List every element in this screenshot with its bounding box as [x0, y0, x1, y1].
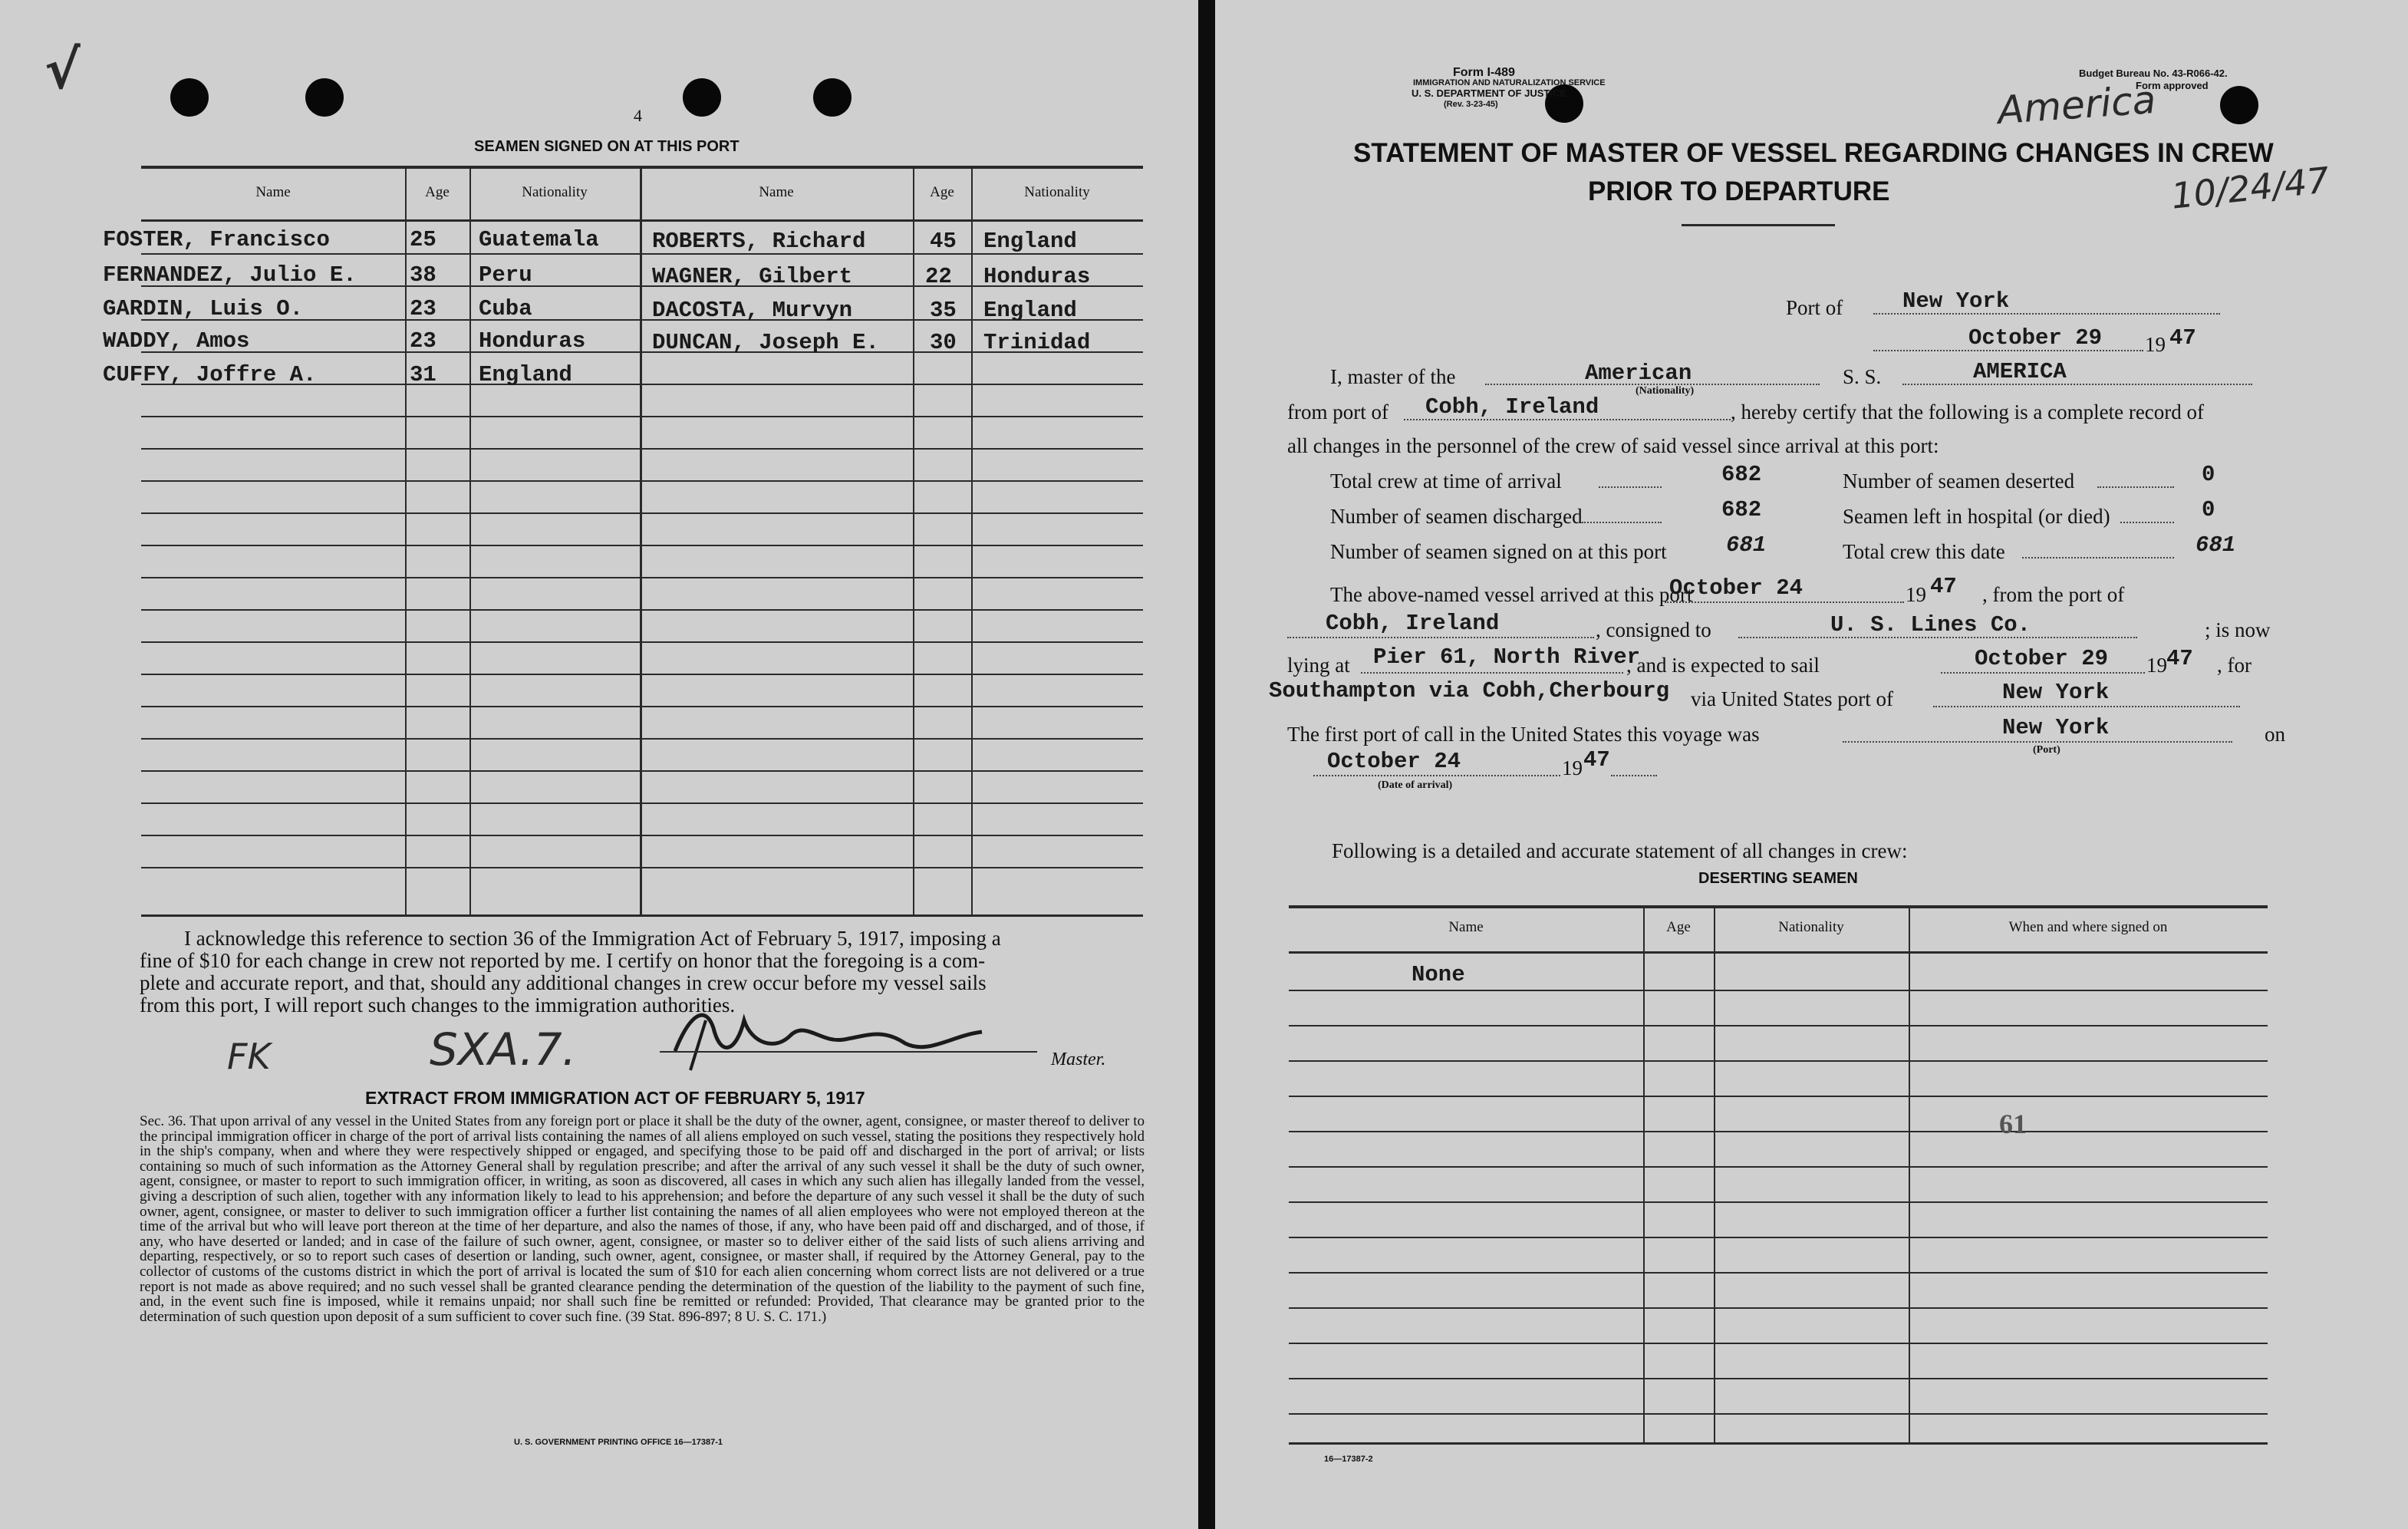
- master-of-label: I, master of the: [1330, 365, 1456, 388]
- expected-year: 47: [2166, 646, 2193, 671]
- seaman-nationality: Honduras: [479, 328, 586, 354]
- first-port-value: New York: [2002, 715, 2110, 740]
- handwritten-initials: FK: [227, 1036, 271, 1077]
- table-title: SEAMEN SIGNED ON AT THIS PORT: [474, 138, 740, 155]
- col-header-name: Name: [1448, 919, 1484, 935]
- arrival-year: 47: [1583, 747, 1610, 773]
- seaman-name: ROBERTS, Richard: [652, 229, 866, 254]
- seaman-age: 45: [930, 229, 957, 254]
- expected-label: , and is expected to sail: [1626, 654, 1820, 677]
- seaman-age: 25: [410, 227, 436, 252]
- from-port-of-label: , from the port of: [1982, 583, 2125, 606]
- col-header-when-where: When and where signed on: [2008, 919, 2168, 935]
- arrived-label: The above-named vessel arrived at this port: [1330, 583, 1693, 606]
- stat-value-hospital: 0: [2202, 497, 2215, 522]
- budget-bureau: Budget Bureau No. 43-R066-42.: [2079, 68, 2228, 79]
- is-now-label: ; is now: [2205, 618, 2271, 641]
- from-port-label: from port of: [1287, 400, 1388, 423]
- seaman-name: WAGNER, Gilbert: [652, 264, 853, 289]
- ss-label: S. S.: [1843, 365, 1882, 388]
- col-header-age: Age: [425, 184, 450, 200]
- seaman-name: FOSTER, Francisco: [103, 227, 330, 252]
- stat-label-discharged: Number of seamen discharged: [1330, 505, 1583, 528]
- stat-label-deserted: Number of seamen deserted: [1843, 470, 2075, 493]
- col-header-nationality: Nationality: [1024, 184, 1090, 200]
- first-port-label: The first port of call in the United States this voyage was: [1287, 723, 1760, 746]
- year-value: 47: [2169, 325, 2196, 351]
- col-header-nationality: Nationality: [1778, 919, 1844, 935]
- stat-value-total-arrival: 682: [1721, 462, 1762, 487]
- deserting-none: None: [1412, 962, 1465, 987]
- stat-label-hospital: Seamen left in hospital (or died): [1843, 505, 2110, 528]
- col-header-nationality: Nationality: [522, 184, 588, 200]
- seaman-nationality: Peru: [479, 262, 532, 288]
- lying-at-label: lying at: [1287, 654, 1350, 677]
- punch-hole: [170, 78, 209, 117]
- master-label: Master.: [1051, 1050, 1106, 1069]
- col-header-age: Age: [930, 184, 954, 200]
- year-prefix: 19: [1562, 756, 1583, 779]
- seaman-nationality: England: [983, 298, 1077, 323]
- handwritten-date: 10/24/47: [2169, 159, 2331, 217]
- col-header-name: Name: [759, 184, 794, 200]
- seaman-age: 23: [410, 328, 436, 354]
- extract-title: EXTRACT FROM IMMIGRATION ACT OF FEBRUARY 5, 1917: [365, 1088, 865, 1108]
- on-label: on: [2265, 723, 2285, 746]
- seaman-nationality: Trinidad: [983, 330, 1091, 355]
- seaman-age: 31: [410, 362, 436, 387]
- port-of-label: Port of: [1786, 296, 1843, 319]
- date-value: October 29: [1968, 325, 2103, 351]
- form-code: 16—17387-2: [1324, 1455, 1373, 1464]
- seaman-age: 22: [925, 264, 952, 289]
- stat-label-total-date: Total crew this date: [1843, 540, 2005, 563]
- form-title: STATEMENT OF MASTER OF VESSEL REGARDING CHANGES IN CREW: [1353, 138, 2274, 168]
- seaman-name: WADDY, Amos: [103, 328, 250, 354]
- punch-hole: [305, 78, 344, 117]
- all-changes-text: all changes in the personnel of the crew of said vessel since arrival at this port:: [1287, 434, 1939, 457]
- seaman-age: 38: [410, 262, 436, 288]
- from-port-value: Cobh, Ireland: [1425, 394, 1599, 420]
- left-page: [0, 0, 1198, 1529]
- seaman-age: 23: [410, 296, 436, 321]
- col-header-age: Age: [1666, 919, 1691, 935]
- year-prefix: 19: [2146, 654, 2167, 677]
- acknowledgement-line: I acknowledge this reference to section 36 of the Immigration Act of February 5, 1917, imposing a: [184, 927, 1001, 950]
- acknowledgement-line: from this port, I will report such changes to the immigration authorities.: [140, 994, 736, 1017]
- master-signature: [660, 997, 1013, 1074]
- agency-line: IMMIGRATION AND NATURALIZATION SERVICE: [1413, 78, 1606, 87]
- consigned-label: , consigned to: [1596, 618, 1711, 641]
- deserting-title: DESERTING SEAMEN: [1698, 870, 1858, 887]
- nationality-value: American: [1585, 361, 1692, 386]
- port-caption: (Port): [2033, 744, 2060, 756]
- printing-office: U. S. GOVERNMENT PRINTING OFFICE 16—17387-1: [514, 1438, 723, 1447]
- acknowledgement-line: plete and accurate report, and that, should any additional changes in crew occur before my vessel sails: [140, 971, 987, 994]
- acknowledgement-line: fine of $10 for each change in crew not reported by me. I certify on honor that the foregoing is a com-: [140, 949, 986, 972]
- handwritten-ship-name: America: [1996, 77, 2158, 133]
- following-text: Following is a detailed and accurate statement of all changes in crew:: [1332, 839, 1908, 862]
- via-port-value: New York: [2002, 680, 2110, 705]
- seaman-age: 30: [930, 330, 957, 355]
- agency-line: U. S. DEPARTMENT OF JUSTICE: [1412, 87, 1566, 99]
- consigned-value: U. S. Lines Co.: [1830, 612, 2031, 638]
- page-number: 4: [634, 106, 642, 125]
- punch-hole: [2220, 86, 2258, 124]
- arrival-date-value: October 24: [1327, 749, 1461, 774]
- seaman-age: 35: [930, 298, 957, 323]
- expected-date: October 29: [1975, 646, 2109, 671]
- stat-label-signed-on: Number of seamen signed on at this port: [1330, 540, 1667, 563]
- form-subtitle: PRIOR TO DEPARTURE: [1588, 176, 1890, 206]
- seaman-nationality: England: [479, 362, 572, 387]
- ss-value: AMERICA: [1973, 359, 2067, 384]
- arrived-date: October 24: [1669, 575, 1804, 601]
- destination-value: Southampton via Cobh,Cherbourg: [1269, 678, 1670, 704]
- seaman-name: CUFFY, Joffre A.: [103, 362, 317, 387]
- punch-hole: [683, 78, 721, 117]
- seaman-name: DUNCAN, Joseph E.: [652, 330, 879, 355]
- nationality-caption: (Nationality): [1636, 385, 1695, 397]
- seaman-nationality: Cuba: [479, 296, 532, 321]
- seaman-nationality: Honduras: [983, 264, 1091, 289]
- seaman-name: FERNANDEZ, Julio E.: [103, 262, 357, 288]
- lying-at-value: Pier 61, North River: [1373, 644, 1641, 670]
- col-header-name: Name: [255, 184, 291, 200]
- seaman-name: DACOSTA, Murvyn: [652, 298, 853, 323]
- revision-date: (Rev. 3-23-45): [1444, 100, 1498, 109]
- form-approved: Form approved: [2136, 80, 2209, 91]
- extract-text: Sec. 36. That upon arrival of any vessel in the United States from any foreign port or place it shall be the duty of the owner, agent, consignee, or master thereof to deliver to the principal immigration officer in charge of the port of arrival lists containing the names of all aliens employed on such vessel, stating the positions they respectively hold in the ship's company, when and where they were respectively shipped or engaged, and specifying those to be paid off and discharged in the port of arrival; or lists containing so much of such information as the Attorney General shall by regulation prescribe; and after the arrival of any such vessel it shall be the duty of such owner, agent, consignee, or master to report to such immigration officer, in writing, as soon as discovered, all cases in which any such alien has illegally landed from the vessel, giving a description of such alien, together with any information likely to lead to his apprehension; and before the departure of any such vessel it shall be the duty of such owner, agent, consignee, or master to deliver to such immigration officer a further list containing the names of all alien employees who were not employed thereon at the time of the arrival but who will leave port thereon at the time of her departure, and also the names of those, if any, who have been paid off and discharged, and of those, if any, who have deserted or landed; and in case of the failure of such owner, agent, consignee, or master so to deliver either of the said lists of such aliens arriving and departing, respectively, or so to report such cases of desertion or landing, such owner, agent, consignee, or master shall, if required by the Attorney General, pay to the collector of customs of the customs district in which the port of arrival is located the sum of $10 for each alien concerning whom correct lists are not delivered or a true report is not made as above required; and no such vessel shall be granted clearance pending the determination of the question of the liability to the payment of such fine, and, in the event such fine is imposed, while it remains unpaid; nor shall such fine be remitted or refunded: Provided, That clearance may be granted prior to the determination of such question upon deposit of a sum sufficient to cover such fine. (39 Stat. 896-897; 8 U. S. C. 171.): [140, 1113, 1145, 1325]
- stat-value-discharged: 682: [1721, 497, 1762, 522]
- stat-value-deserted: 0: [2202, 462, 2215, 487]
- date-of-arrival-caption: (Date of arrival): [1378, 779, 1453, 791]
- punch-hole: [813, 78, 852, 117]
- for-label: , for: [2217, 654, 2252, 677]
- seaman-name: GARDIN, Luis O.: [103, 296, 304, 321]
- via-label: via United States port of: [1691, 687, 1893, 710]
- certify-text: , hereby certify that the following is a complete record of: [1731, 400, 2205, 423]
- seaman-nationality: Guatemala: [479, 227, 599, 252]
- arrived-from-value: Cobh, Ireland: [1326, 611, 1500, 636]
- stat-value-signed-on: 681: [1726, 532, 1767, 558]
- check-mark: √: [44, 38, 81, 101]
- right-page: [1215, 0, 2408, 1529]
- port-of-value: New York: [1902, 288, 2010, 314]
- arrived-year: 47: [1930, 574, 1957, 599]
- year-prefix: 19: [2145, 333, 2166, 356]
- form-number: Form I-489: [1453, 66, 1515, 79]
- year-prefix: 19: [1906, 583, 1926, 606]
- stat-value-total-date: 681: [2196, 532, 2236, 558]
- handwritten-code: SXA.7.: [430, 1023, 577, 1076]
- seaman-nationality: England: [983, 229, 1077, 254]
- stamp-number: 61: [1999, 1109, 2027, 1139]
- stat-label-total-arrival: Total crew at time of arrival: [1330, 470, 1562, 493]
